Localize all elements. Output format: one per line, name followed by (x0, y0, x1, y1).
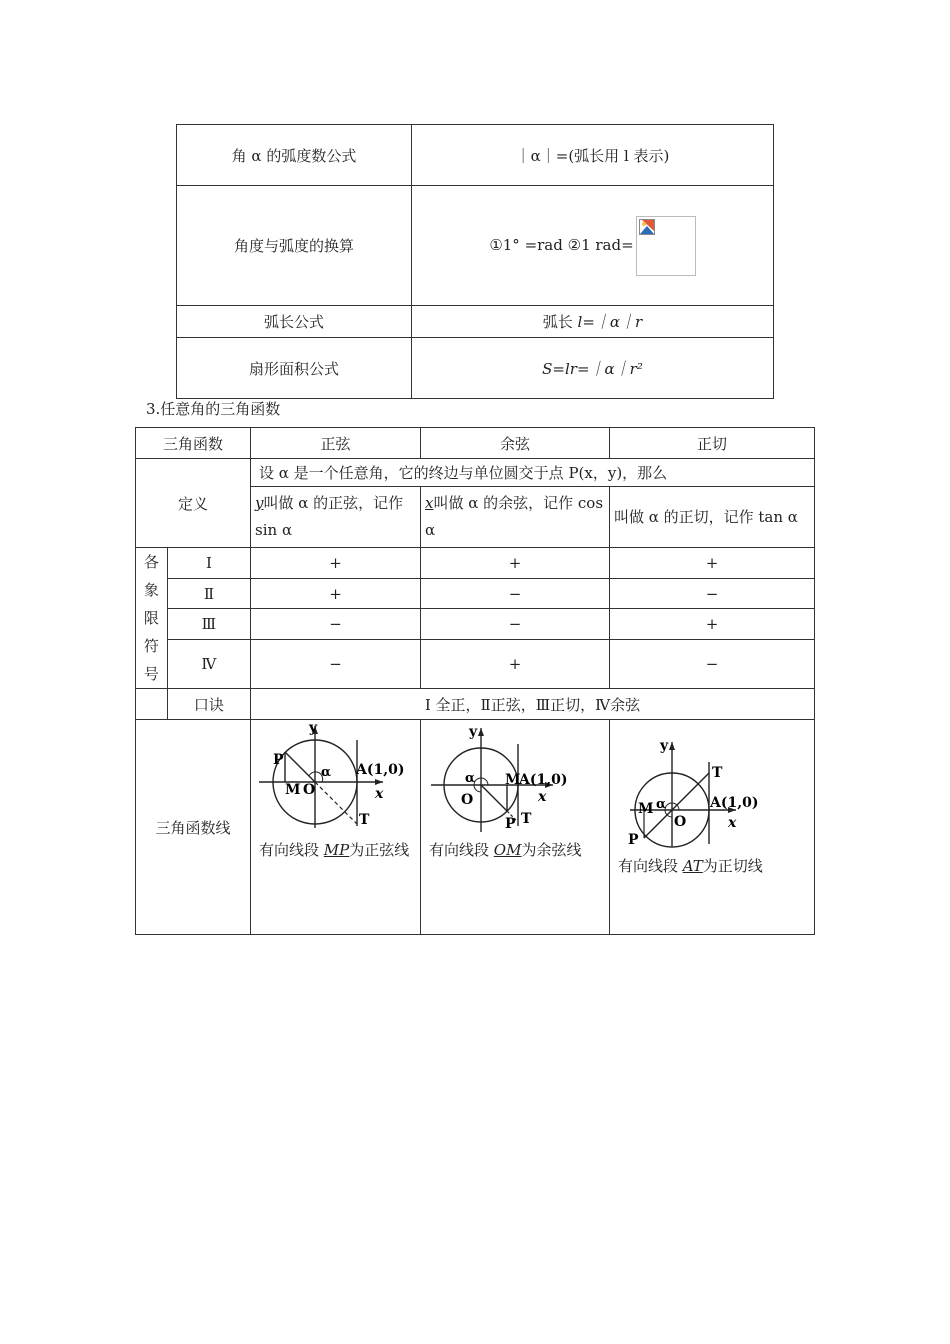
signs-label-char: 号 (143, 665, 159, 683)
cell-text: ①1° =rad ②1 rad= (489, 235, 634, 254)
signs-label-char: 象 (143, 581, 159, 599)
row-label (177, 338, 412, 399)
sin-def-text: 叫做 α 的正弦，记作 sin α (255, 494, 404, 539)
cos-definition (421, 487, 610, 548)
cell-var: l (577, 313, 583, 331)
alpha-label: α (465, 771, 476, 786)
row-label (177, 186, 412, 306)
y-axis-label: y (659, 738, 669, 754)
point-p-label: P (505, 816, 516, 832)
alpha-label: α (321, 765, 332, 780)
cosine-line-caption (421, 836, 609, 864)
tan-sign: + (609, 609, 814, 640)
sine-line-cell (251, 720, 421, 935)
point-t-label: T (521, 811, 532, 827)
sine-line-diagram (251, 720, 419, 832)
cell-text: 弧长公式 (263, 313, 324, 331)
cos-sign: − (421, 609, 610, 640)
cell-text: 弧长 (542, 313, 578, 331)
empty-cell (136, 689, 168, 720)
quadrant-cell: Ⅲ (167, 609, 250, 640)
cos-sign: − (421, 579, 610, 609)
header-cell: 余弦 (421, 428, 610, 459)
trig-lines-label: 三角函数线 (136, 720, 251, 935)
origin-label: O (461, 792, 474, 808)
point-a-label: A(1,0) (519, 772, 568, 788)
x-axis-label: x (538, 789, 547, 805)
origin-label: O (303, 782, 316, 798)
cell-text: 扇形面积公式 (248, 359, 339, 378)
mnemonic-label: 口诀 (167, 689, 250, 720)
trig-functions-table (135, 427, 815, 935)
tangent-line-caption (610, 852, 814, 880)
row-value (412, 338, 774, 399)
definition-label: 定义 (136, 459, 251, 548)
row-value (412, 306, 774, 338)
caption-text: 为正切线 (702, 857, 763, 875)
caption-text: 为正弦线 (349, 841, 410, 859)
y-axis-label: y (309, 720, 318, 736)
x-axis-label: x (727, 815, 737, 831)
segment-label: AT (682, 857, 703, 875)
cos-var: x (425, 494, 434, 512)
point-t-label: T (359, 812, 370, 828)
row-value (412, 186, 774, 306)
sin-sign: + (251, 579, 421, 609)
signs-label (136, 548, 168, 689)
cell-text: =｜α｜r² (576, 359, 643, 378)
cos-def-text: 叫做 α 的余弦，记作 cos α (425, 494, 604, 539)
sin-sign: − (251, 609, 421, 640)
row-label (177, 306, 412, 338)
point-m-label: M (285, 782, 301, 798)
point-m-label: M (637, 801, 654, 817)
caption-text: 有向线段 (259, 841, 324, 859)
point-a-label: A(1,0) (356, 762, 405, 778)
quadrant-cell: Ⅱ (167, 579, 250, 609)
cell-text: 角 α 的弧度数公式 (231, 146, 357, 165)
tan-def-text: 叫做 α 的正切，记作 tan α (613, 507, 798, 526)
row-value (412, 125, 774, 186)
cosine-line-diagram (421, 720, 607, 832)
header-cell: 正弦 (251, 428, 421, 459)
tan-sign: − (609, 579, 814, 609)
definition-intro: 设 α 是一个任意角，它的终边与单位圆交于点 P(x，y)，那么 (251, 459, 815, 487)
tan-sign: + (609, 548, 814, 579)
section-title: 3.任意角的三角函数 (146, 400, 281, 418)
cell-var: lr (565, 359, 577, 378)
signs-label-char: 限 (143, 609, 159, 627)
point-m-label: M (505, 772, 521, 788)
y-axis-label: y (469, 724, 478, 740)
point-p-label: P (273, 752, 284, 768)
sin-definition (251, 487, 421, 548)
caption-text: 有向线段 (429, 841, 494, 859)
alpha-label: α (655, 797, 666, 812)
cell-var: S (542, 359, 553, 378)
caption-text: 有向线段 (617, 857, 683, 875)
tan-definition (609, 487, 814, 548)
radian-formulas-table (176, 124, 774, 399)
x-axis-label: x (375, 786, 384, 802)
signs-label-char: 符 (143, 637, 159, 655)
point-p-label: P (627, 832, 639, 848)
cos-sign: + (421, 640, 610, 689)
caption-text: 为余弦线 (521, 841, 582, 859)
tan-sign: − (609, 640, 814, 689)
cell-text: 角度与弧度的换算 (233, 237, 354, 255)
quadrant-cell: Ⅳ (167, 640, 250, 689)
segment-label: MP (323, 841, 350, 859)
broken-image-icon (639, 219, 655, 235)
cell-text: ｜α｜=(弧长用 l 表示) (515, 146, 670, 165)
header-cell: 正切 (609, 428, 814, 459)
cosine-line-cell (421, 720, 610, 935)
quadrant-cell: Ⅰ (167, 548, 250, 579)
sine-line-caption (251, 836, 420, 864)
tangent-line-cell (609, 720, 814, 935)
broken-image-placeholder (636, 216, 696, 276)
cell-text: =｜α｜r (582, 313, 643, 331)
tangent-line-diagram (610, 720, 814, 848)
cos-sign: + (421, 548, 610, 579)
signs-label-char: 各 (143, 553, 159, 571)
mnemonic-text: Ⅰ 全正，Ⅱ正弦，Ⅲ正切，Ⅳ余弦 (251, 689, 815, 720)
sin-var: y (255, 494, 264, 512)
row-label (177, 125, 412, 186)
sin-sign: + (251, 548, 421, 579)
segment-label: OM (493, 841, 522, 859)
origin-label: O (673, 814, 687, 830)
cell-text: = (552, 359, 565, 378)
point-a-label: A(1,0) (709, 795, 759, 811)
point-t-label: T (711, 765, 723, 781)
header-cell: 三角函数 (136, 428, 251, 459)
sin-sign: − (251, 640, 421, 689)
